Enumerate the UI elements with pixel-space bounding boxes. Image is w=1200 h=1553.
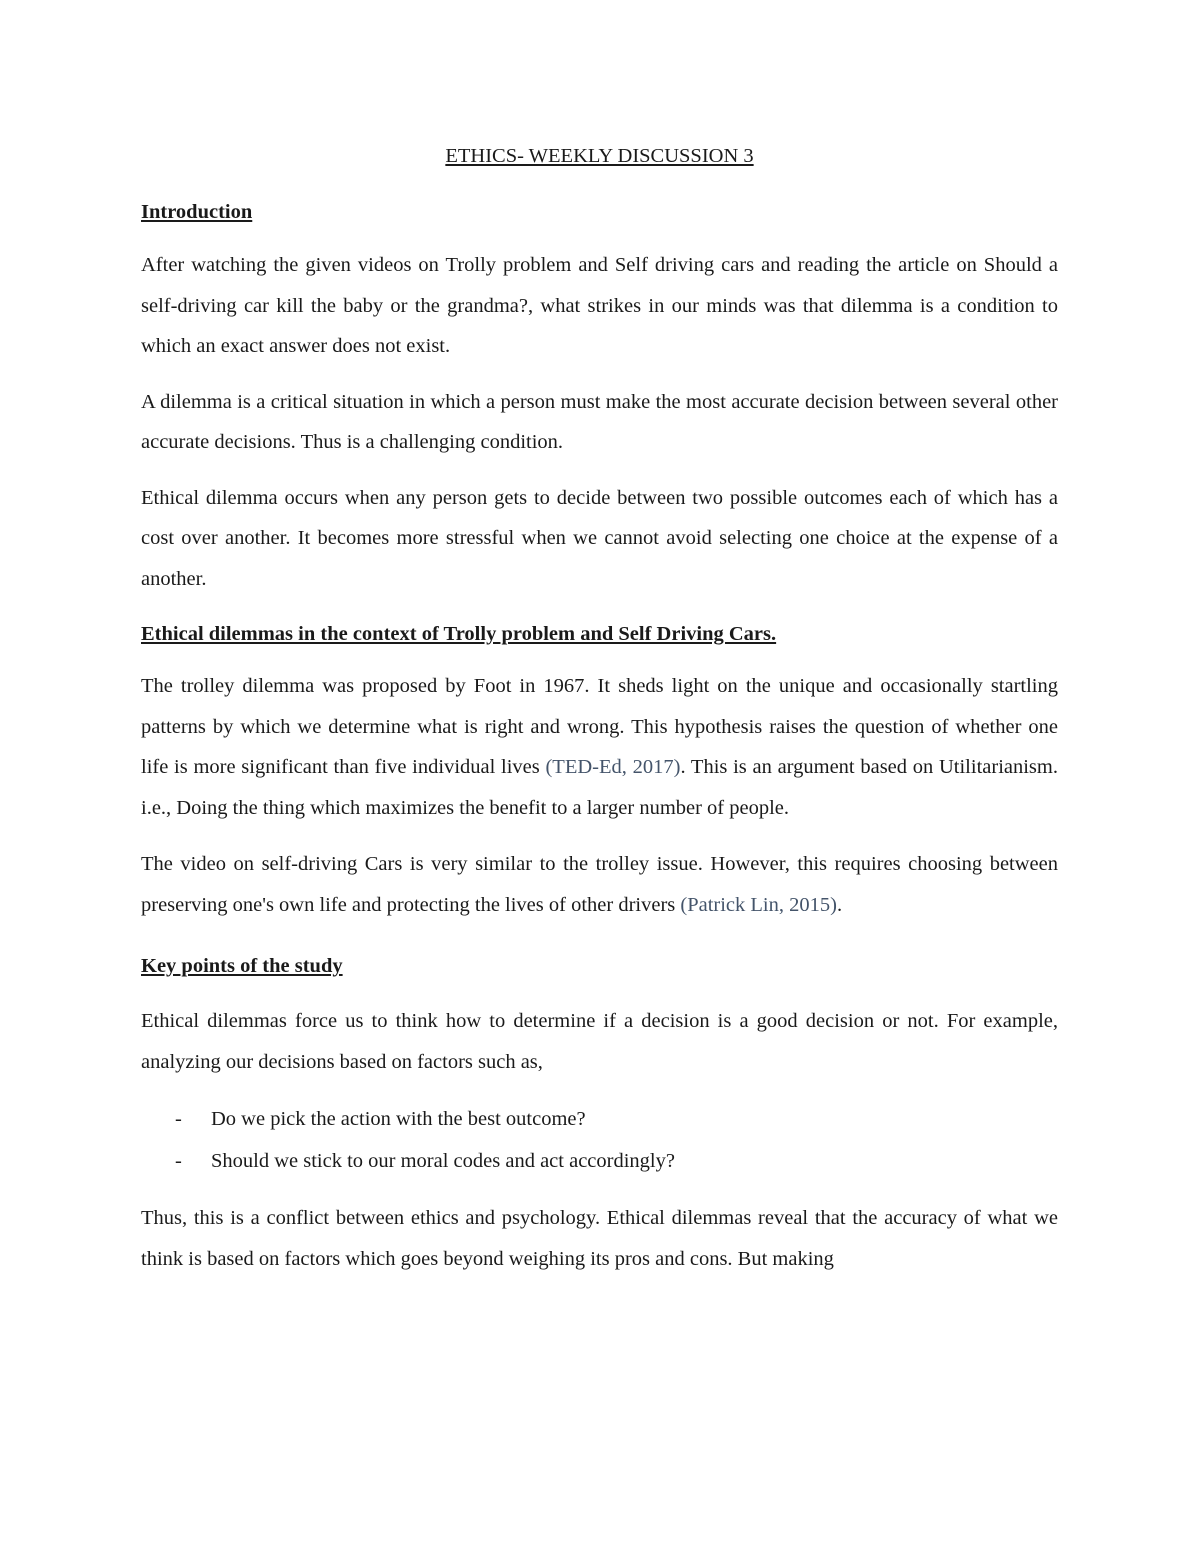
context-paragraph-2-text-end: .	[836, 893, 843, 916]
context-paragraph-1-text-end: . This is an argument based on Utilitarianism. i.e., Doing the thing which maximizes the benefit to a larger number of people.	[141, 756, 1058, 819]
keypoints-paragraph-1: Ethical dilemmas force us to think how to determine if a decision is a good decision or not. For example, analyzing our decisions based on factors such as,	[141, 1010, 1058, 1073]
list-item	[141, 1140, 1058, 1182]
context-paragraph-1-text: The trolley dilemma was proposed by Foot in 1967. It sheds light on the unique and occasionally startling patterns by which we determine what is right and wrong. This hypothesis raises the question of whether one life is more significant than five individual lives	[141, 675, 1058, 778]
document-page	[141, 140, 1058, 1279]
intro-paragraph-3: Ethical dilemma occurs when any person gets to decide between two possible outcomes each of which has a cost over another. It becomes more stressful when we cannot avoid selecting one choice at the expense of a another.	[141, 486, 1058, 590]
list-item-marker: -	[175, 1108, 182, 1130]
list-item-text: Should we stick to our moral codes and act accordingly?	[211, 1150, 675, 1172]
section-heading-context: Ethical dilemmas in the context of Trolly problem and Self Driving Cars.	[141, 623, 777, 645]
section-heading-key-points: Key points of the study	[141, 955, 343, 977]
citation-ted-ed: (TED-Ed, 2017)	[545, 756, 681, 778]
list-item	[141, 1098, 1058, 1140]
context-paragraph-2-text: The video on self-driving Cars is very similar to the trolley issue. However, this requires choosing between preserving one's own life and protecting the lives of other drivers	[141, 853, 1058, 916]
list-item-text: Do we pick the action with the best outcome?	[211, 1108, 586, 1130]
context-paragraph-1	[141, 666, 1058, 828]
document-title: ETHICS- WEEKLY DISCUSSION 3	[445, 145, 754, 167]
context-paragraph-2	[141, 844, 1058, 925]
section-heading-introduction: Introduction	[141, 201, 253, 223]
intro-paragraph-1: After watching the given videos on Trolly problem and Self driving cars and reading the article on Should a self-driving car kill the baby or the grandma?, what strikes in our minds was that dilemma is a condition to which an exact answer does not exist.	[141, 254, 1058, 357]
keypoints-paragraph-2: Thus, this is a conflict between ethics and psychology. Ethical dilemmas reveal that the accuracy of what we think is based on factors which goes beyond weighing its pros and cons. But making	[141, 1207, 1058, 1270]
intro-paragraph-2: A dilemma is a critical situation in which a person must make the most accurate decision between several other accurate decisions. Thus is a challenging condition.	[141, 390, 1058, 453]
factors-list	[141, 1098, 1058, 1182]
list-item-marker: -	[175, 1150, 182, 1172]
citation-patrick-lin: (Patrick Lin, 2015)	[680, 893, 837, 916]
